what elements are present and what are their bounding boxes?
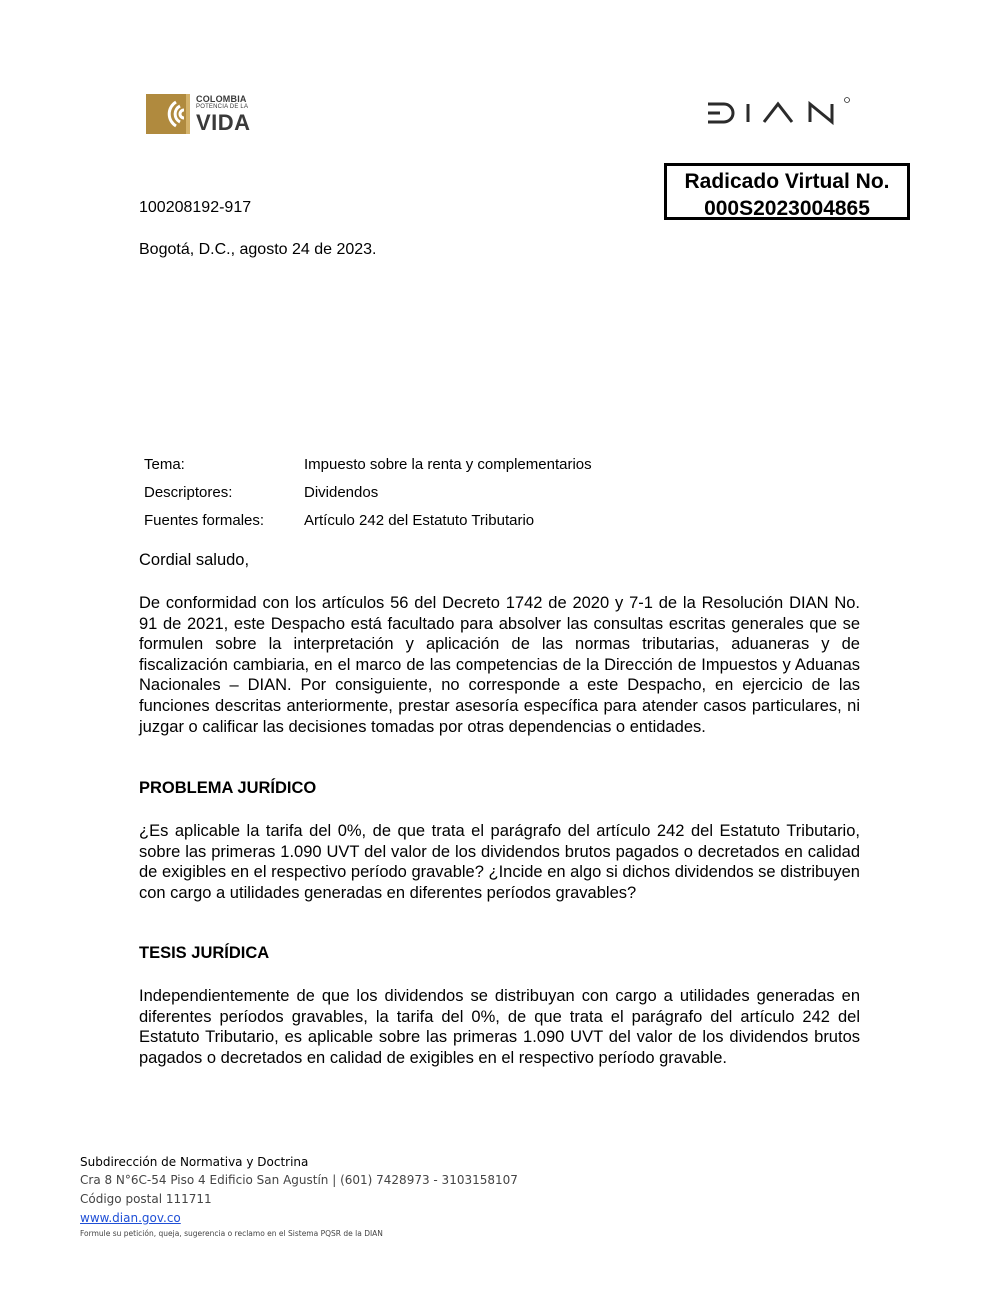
meta-label: Tema:	[144, 455, 185, 473]
radicado-number: 000S2023004865	[704, 197, 870, 220]
reference-number: 100208192-917	[139, 199, 252, 216]
colombia-logo-line2: POTENCIA DE LA	[196, 104, 249, 110]
thesis-paragraph: Independientemente de que los dividendos se distribuyan con cargo a utilidades generadas en diferentes períodos gravables, la tarifa del 0%, de que trata el parágrafo del artículo 242 del Estatuto Tributario, es aplicable sobre las primeras 1.090 UVT del valor de los dividendos brutos pagados o decretados en calidad de exigibles en el respectivo período gravable.	[139, 987, 860, 1067]
footer-office: Subdirección de Normativa y Doctrina	[80, 1155, 309, 1169]
footer-address: Cra 8 N°6C-54 Piso 4 Edificio San Agustín | (601) 7428973 - 3103158107	[80, 1173, 518, 1187]
meta-row-tema	[144, 450, 592, 478]
radicado-box	[664, 163, 910, 220]
colombia-logo-mark-icon	[146, 94, 190, 134]
colombia-logo-line3: VIDA	[196, 110, 251, 135]
footer-pqsr-note: Formule su petición, queja, sugerencia o reclamo en el Sistema PQSR de la DIAN	[80, 1229, 383, 1238]
meta-label: Descriptores:	[144, 483, 233, 501]
meta-value: Impuesto sobre la renta y complementarios	[304, 455, 592, 473]
meta-label: Fuentes formales:	[144, 511, 265, 529]
heading-problema-juridico: PROBLEMA JURÍDICO	[139, 779, 317, 797]
greeting: Cordial saludo,	[139, 551, 250, 569]
dian-logo	[706, 96, 854, 130]
problem-paragraph: ¿Es aplicable la tarifa del 0%, de que trata el parágrafo del artículo 242 del Estatuto Tributario, sobre las primeras 1.090 UVT del valor de los dividendos brutos pagados o decretados en calidad de exigibles en el respectivo período gravable? ¿Incide en algo si dichos dividendos se distribuyen con cargo a utilidades generadas en diferentes períodos gravables?	[139, 822, 860, 902]
meta-row-descriptores	[144, 478, 592, 506]
footer-postal-code: Código postal 111711	[80, 1192, 212, 1206]
meta-row-fuentes	[144, 506, 592, 534]
footer-website-link[interactable]: www.dian.gov.co	[80, 1211, 181, 1225]
meta-value: Dividendos	[304, 483, 379, 501]
document-date: Bogotá, D.C., agosto 24 de 2023.	[139, 241, 377, 258]
colombia-potencia-de-la-vida-logo	[146, 92, 264, 136]
heading-tesis-juridica: TESIS JURÍDICA	[139, 944, 270, 962]
radicado-label: Radicado Virtual No.	[684, 170, 890, 193]
colombia-logo-line1: COLOMBIA	[196, 94, 247, 104]
subject-metadata-table	[144, 450, 592, 534]
intro-paragraph: De conformidad con los artículos 56 del Decreto 1742 de 2020 y 7-1 de la Resolución DIAN No. 91 de 2021, este Despacho está facultado para absolver las consultas escritas generales que se formulen sobre la interpretación y aplicación de las normas tributarias, aduaneras y de fiscalización cambiaria, en el marco de las competencias de la Dirección de Impuestos y Aduanas Nacionales – DIAN. Por consiguiente, no corresponde a este Despacho, en ejercicio de las funciones descritas anteriormente, prestar asesoría específica para atender casos particulares, ni juzgar o calificar las decisiones tomadas por otras dependencias o entidades.	[139, 594, 860, 736]
page-footer	[80, 1154, 680, 1240]
meta-value: Artículo 242 del Estatuto Tributario	[304, 511, 535, 529]
